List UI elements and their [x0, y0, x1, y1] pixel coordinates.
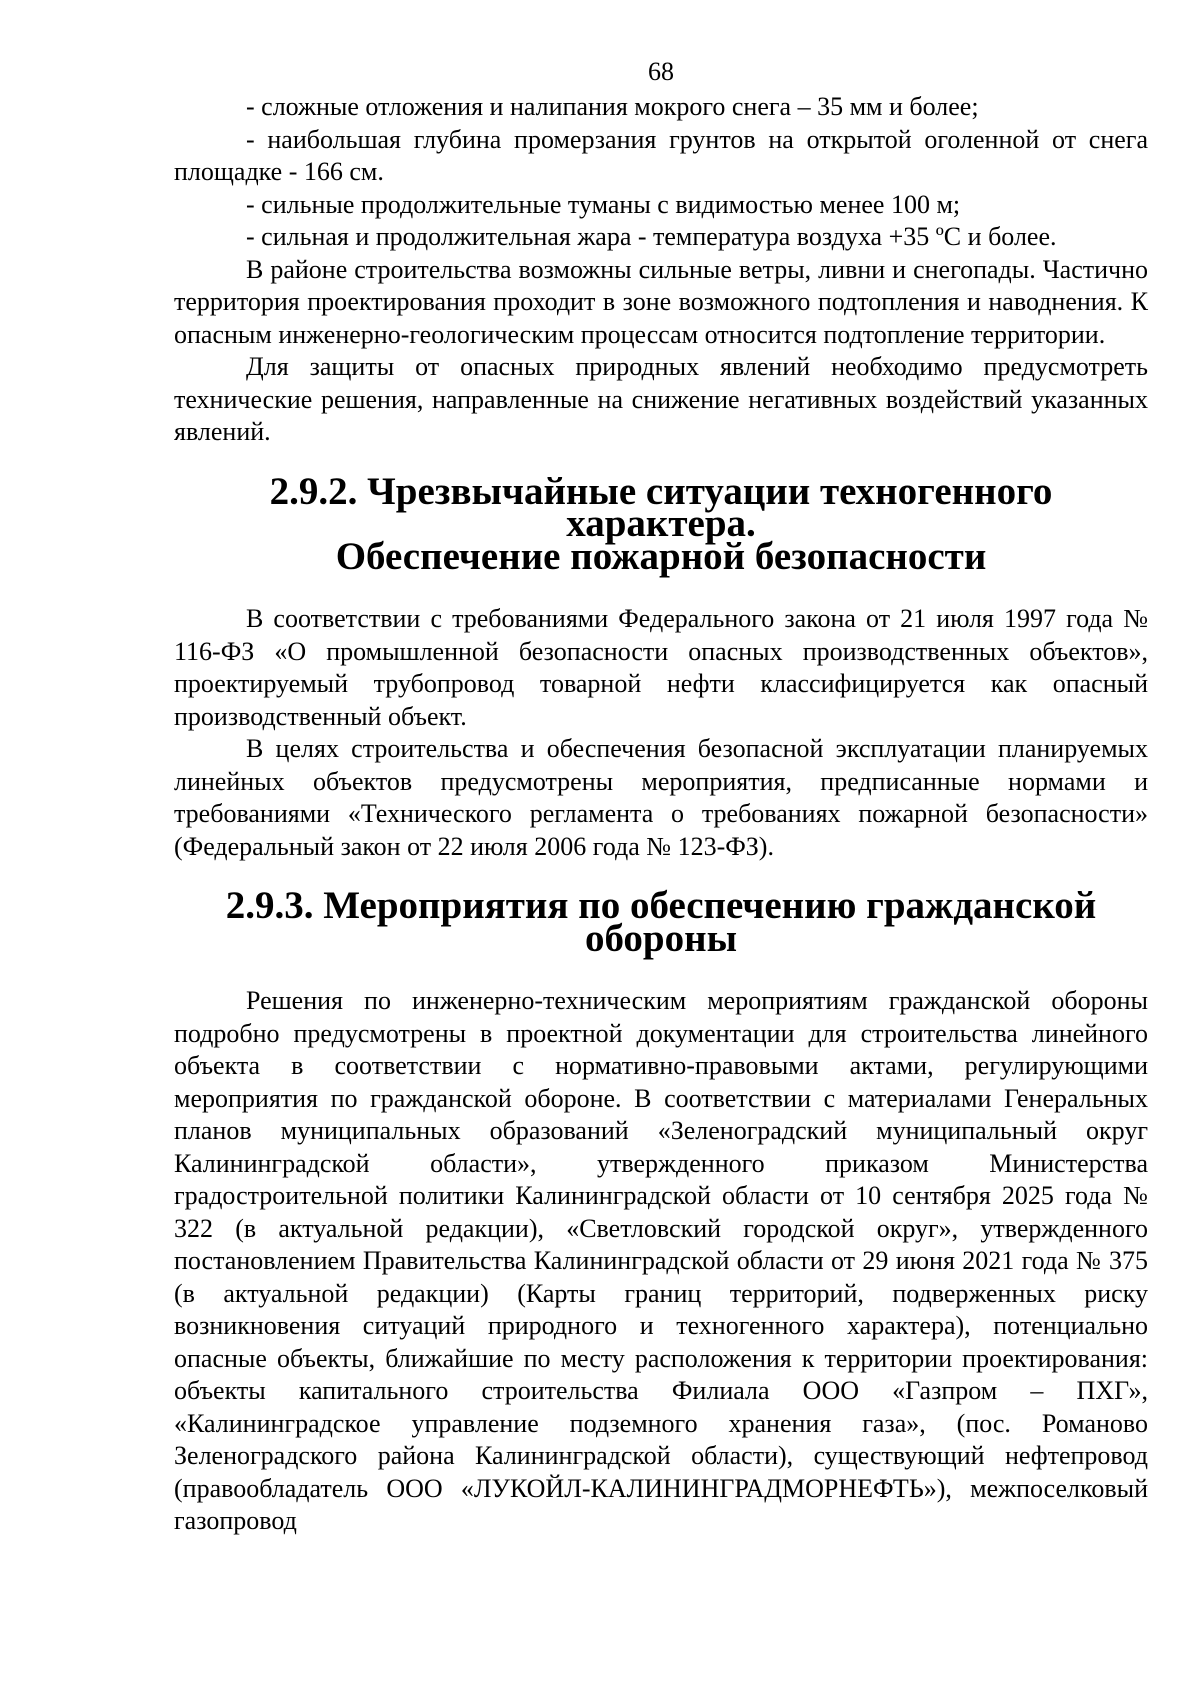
- spacer: [174, 955, 1148, 985]
- paragraph-ground-freezing: - наибольшая глубина промерзания грунтов на открытой оголенной от снега площадке - 166 см.: [174, 124, 1148, 186]
- paragraph-civil-defense: Решения по инженерно-техническим мероприятиям гражданской обороны подробно предусмотрены в проектной документации для строительства линейного объекта в соответствии с нормативно-правовыми актами, регулирующими мероприятия по гражданской обороне. В соответствии с материалами Генеральных планов муниципальных образований «Зеленоградский муниципальный округ Калининградской области», утвержденного приказом Министерства градостроительной политики Калининградской области от 10 сентября 2025 года № 322 (в актуальной редакции), «Светловский городской округ», утвержденного постановлением Правительства Калининградской области от 29 июня 2021 года № 375 (в актуальной редакции) (Карты границ территорий, подверженных риску возникновения ситуаций природного и техногенного характера), потенциально опасные объекты, ближайшие по месту расположения к территории проектирования: объекты капитального строительства Филиала ООО «Газпром – ПХГ», «Калининградское управление подземного хранения газа», (пос. Романово Зеленоградского района Калининградской области), существующий нефтепровод (правообладатель ООО «ЛУКОЙЛ-КАЛИНИНГРАДМОРНЕФТЬ»), межпоселковый газопровод: [174, 986, 1148, 1535]
- paragraph-winds-flooding: В районе строительства возможны сильные ветры, ливни и снегопады. Частично территория проектирования проходит в зоне возможного подтопления и наводнения. К опасным инженерно-геологическим процессам относится подтопление территории.: [174, 254, 1148, 349]
- paragraph-fire-safety-measures: В целях строительства и обеспечения безопасной эксплуатации планируемых линейных объектов предусмотрены мероприятия, предписанные нормами и требованиями «Технического регламента о требованиях пожарной безопасности» (Федеральный закон от 22 июля 2006 года № 123-ФЗ).: [174, 734, 1148, 861]
- page-number: 68: [648, 57, 674, 86]
- section-heading-2-9-2-line2: Обеспечение пожарной безопасности: [335, 534, 987, 578]
- document-page: [174, 56, 1148, 1538]
- paragraph-protection-measures: Для защиты от опасных природных явлений необходимо предусмотреть технические решения, направленные на снижение негативных воздействий указанных явлений.: [174, 352, 1148, 446]
- section-heading-2-9-3: 2.9.3. Мероприятия по обеспечению гражданской обороны: [225, 884, 1097, 960]
- paragraph-heat: - сильная и продолжительная жара - температура воздуха +35 ºС и более.: [246, 222, 1057, 251]
- section-heading-2-9-2: [174, 469, 1148, 578]
- paragraph-federal-law-116: В соответствии с требованиями Федерального закона от 21 июля 1997 года № 116-ФЗ «О промышленной безопасности опасных производственных объектов», проектируемый трубопровод товарной нефти классифицируется как опасный производственный объект.: [174, 604, 1148, 731]
- section-heading-2-9-2-line1: 2.9.2. Чрезвычайные ситуации техногенного характера.: [269, 469, 1053, 545]
- paragraph-fog: - сильные продолжительные туманы с видимостью менее 100 м;: [246, 189, 961, 219]
- spacer: [174, 573, 1148, 603]
- paragraph-wet-snow: - сложные отложения и налипания мокрого снега – 35 мм и более;: [246, 92, 979, 121]
